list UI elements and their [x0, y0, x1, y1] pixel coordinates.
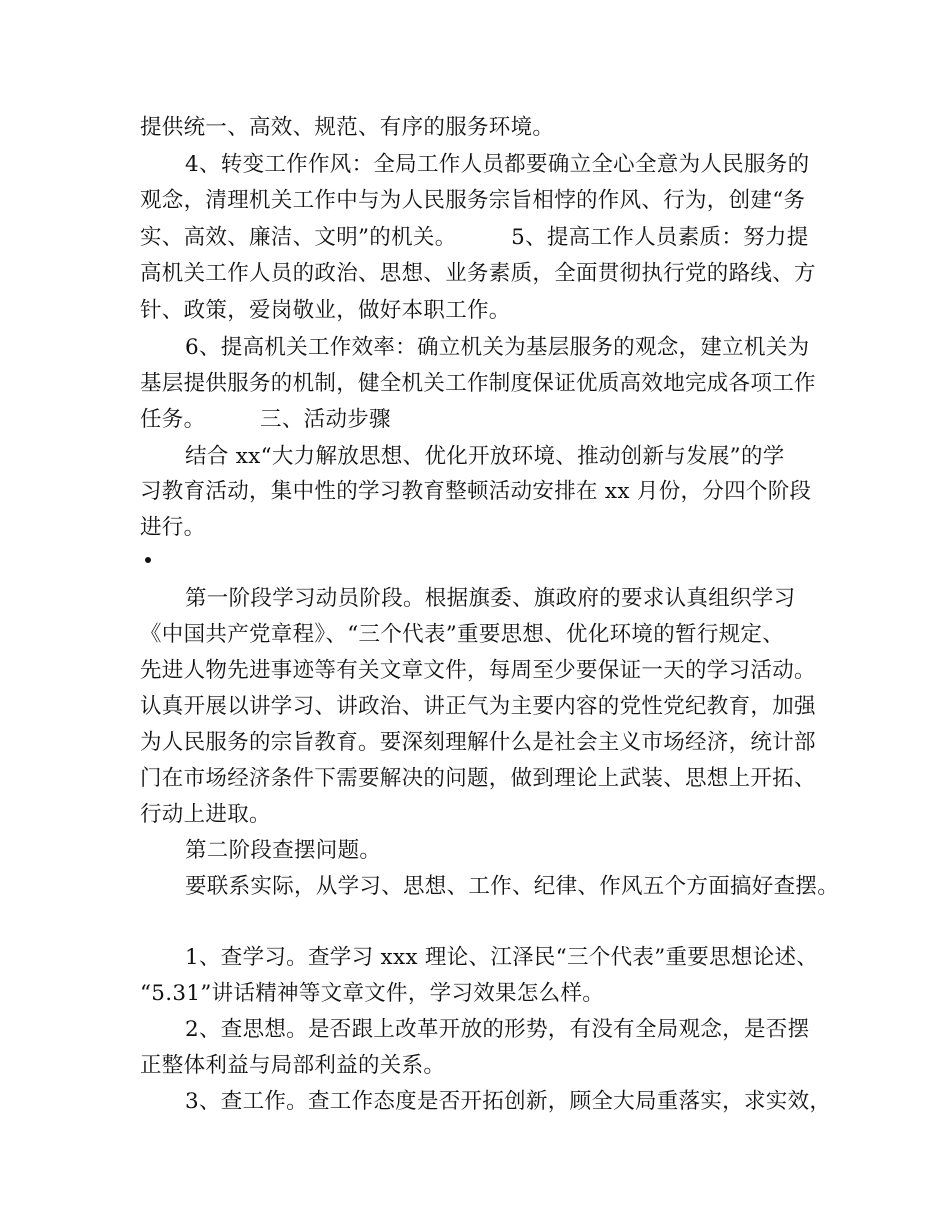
bullet-dot: [145, 557, 151, 563]
text-line: 先进人物先进事迹等有关文章文件，每周至少要保证一天的学习活动。: [140, 658, 816, 683]
text-line: 1、查学习。查学习 xxx 理论、江泽民“三个代表”重要思想论述、: [185, 945, 819, 970]
text-line: 行动上进取。: [140, 802, 271, 827]
text-line: 实、高效、廉洁、文明”的机关。 5、提高工作人员素质：努力提: [140, 225, 809, 250]
text-line: 《中国共产党章程》、“三个代表”重要思想、优化环境的暂行规定、: [140, 622, 785, 647]
text-line: 为人民服务的宗旨教育。要深刻理解什么是社会主义市场经济，统计部: [140, 730, 816, 755]
text-line: 2、查思想。是否跟上改革开放的形势，有没有全局观念，是否摆: [185, 1017, 810, 1042]
text-line: 观念，清理机关工作中与为人民服务宗旨相悖的作风、行为，创建“务: [140, 188, 806, 213]
text-line: 进行。: [140, 515, 206, 540]
text-line: 门在市场经济条件下需要解决的问题，做到理论上武装、思想上开拓、: [140, 766, 816, 791]
text-line: 结合 xx“大力解放思想、优化开放环境、推动创新与发展”的学: [185, 444, 785, 469]
text-line: 高机关工作人员的政治、思想、业务素质，全面贯彻执行党的路线、方: [140, 261, 816, 286]
text-line: 基层提供服务的机制，健全机关工作制度保证优质高效地完成各项工作: [140, 371, 816, 396]
text-line: 6、提高机关工作效率：确立机关为基层服务的观念，建立机关为: [185, 335, 810, 360]
text-line: 第二阶段查摆问题。: [185, 838, 382, 863]
text-line: 正整体利益与局部利益的关系。: [140, 1053, 446, 1078]
text-line: “5.31”讲话精神等文章文件，学习效果怎么样。: [140, 981, 605, 1006]
text-line: 要联系实际，从学习、思想、工作、纪律、作风五个方面搞好查摆。: [185, 874, 840, 899]
text-line: 认真开展以讲学习、讲政治、讲正气为主要内容的党性党纪教育，加强: [140, 694, 816, 719]
text-line: 3、查工作。查工作态度是否开拓创新，顾全大局重落实，求实效，: [185, 1089, 832, 1114]
text-line: 习教育活动，集中性的学习教育整顿活动安排在 xx 月份，分四个阶段: [140, 479, 812, 504]
text-line: 提供统一、高效、规范、有序的服务环境。: [140, 115, 555, 140]
text-line: 4、转变工作作风：全局工作人员都要确立全心全意为人民服务的: [185, 152, 810, 177]
text-line: 任务。 三、活动步骤: [140, 407, 391, 432]
text-line: 针、政策，爱岗敬业，做好本职工作。: [140, 298, 511, 323]
text-line: 第一阶段学习动员阶段。根据旗委、旗政府的要求认真组织学习: [185, 586, 796, 611]
